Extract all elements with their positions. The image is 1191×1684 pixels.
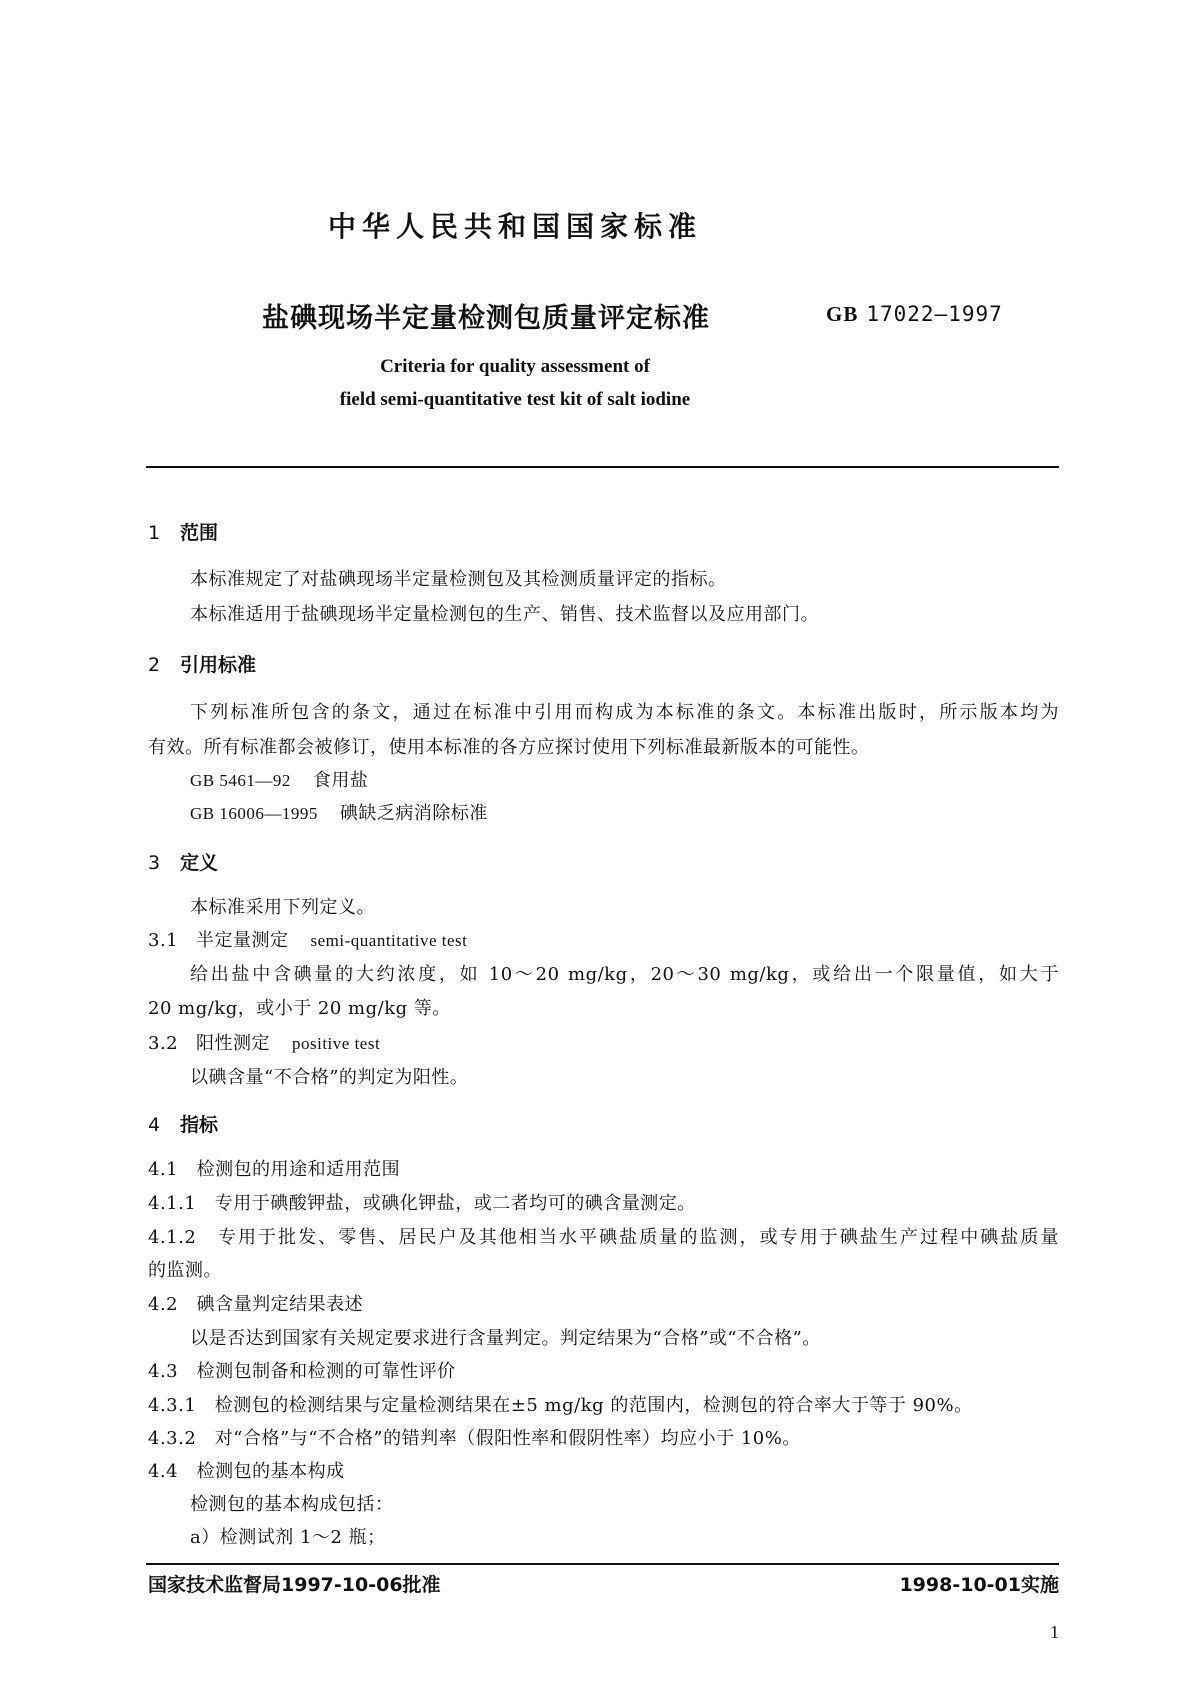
reference-name: 食用盐 — [312, 770, 369, 791]
clause-4-4-text: 检测包的基本构成包括： — [190, 1494, 394, 1515]
clause-4-4: 4.4 检测包的基本构成 — [148, 1461, 345, 1482]
gb-prefix: GB — [826, 302, 859, 326]
header-rule — [146, 466, 1059, 468]
section-3-heading — [148, 848, 218, 875]
reference-code: GB 5461—92 — [190, 771, 291, 790]
effective-date: 1998-10-01实施 — [899, 1574, 1059, 1596]
page-number: 1 — [1050, 1622, 1059, 1642]
reference-code: GB 16006—1995 — [190, 804, 318, 823]
s3-intro: 本标准采用下列定义。 — [190, 897, 375, 918]
definition-term-cn: 阳性测定 — [196, 1033, 270, 1054]
definition-3-1-text-line-1: 给出盐中含碘量的大约浓度，如 10～20 mg/kg，20～30 mg/kg，或给出一个限量值，如大于 — [190, 964, 1059, 985]
list-item-a: a）检测试剂 1～2 瓶； — [190, 1527, 386, 1548]
section-label: 定义 — [180, 852, 219, 874]
section-1-heading — [148, 518, 218, 545]
section-number: 3 — [148, 852, 161, 874]
section-number: 1 — [148, 522, 161, 544]
national-standard-heading: 中华人民共和国国家标准 — [327, 210, 702, 243]
approval-date: 国家技术监督局1997-10-06批准 — [148, 1574, 441, 1596]
clause-4-2: 4.2 碘含量判定结果表述 — [148, 1294, 364, 1315]
clause-4-3-2: 4.3.2 对“合格”与“不合格”的错判率（假阳性率和假阴性率）均应小于 10%。 — [148, 1428, 801, 1449]
s1-paragraph-1: 本标准规定了对盐碘现场半定量检测包及其检测质量评定的指标。 — [190, 569, 727, 590]
clause-4-1-2-line-2: 的监测。 — [148, 1260, 222, 1281]
clause-4-1-1: 4.1.1 专用于碘酸钾盐，或碘化钾盐，或二者均可的碘含量测定。 — [148, 1193, 696, 1214]
s2-paragraph-line-1: 下列标准所包含的条文，通过在标准中引用而构成为本标准的条文。本标准出版时，所示版本均为 — [190, 702, 1059, 723]
clause-4-3: 4.3 检测包制备和检测的可靠性评价 — [148, 1361, 456, 1382]
standard-number — [826, 302, 1003, 327]
clause-4-3-1: 4.3.1 检测包的检测结果与定量检测结果在±5 mg/kg 的范围内，检测包的符合率大于等于 90%。 — [148, 1395, 973, 1416]
gb-number: 17022—1997 — [866, 302, 1003, 326]
clause-4-2-text: 以是否达到国家有关规定要求进行含量判定。判定结果为“合格”或“不合格”。 — [190, 1328, 821, 1349]
definition-3-1-text-line-2: 20 mg/kg，或小于 20 mg/kg 等。 — [148, 998, 451, 1019]
section-number: 4 — [148, 1114, 161, 1136]
definition-term-en: semi-quantitative test — [310, 931, 468, 950]
section-2-heading — [148, 650, 256, 677]
standard-title-en-line-1: Criteria for quality assessment of — [380, 356, 650, 377]
section-label: 引用标准 — [180, 654, 257, 676]
reference-name: 碘缺乏病消除标准 — [339, 803, 488, 824]
section-4-heading — [148, 1110, 218, 1137]
definition-term-en: positive test — [292, 1034, 381, 1053]
section-label: 范围 — [180, 522, 219, 544]
definition-3-2-text: 以碘含量“不合格”的判定为阳性。 — [190, 1067, 469, 1088]
clause-number: 3.2 — [148, 1033, 179, 1054]
s2-paragraph-line-2: 有效。所有标准都会被修订，使用本标准的各方应探讨使用下列标准最新版本的可能性。 — [148, 737, 870, 758]
clause-4-1: 4.1 检测包的用途和适用范围 — [148, 1159, 401, 1180]
footer-rule — [146, 1563, 1059, 1565]
clause-number: 3.1 — [148, 930, 179, 951]
section-label: 指标 — [180, 1114, 219, 1136]
definition-3-1-heading — [148, 926, 467, 952]
definition-3-2-heading — [148, 1029, 380, 1055]
section-number: 2 — [148, 654, 161, 676]
standard-title-en-line-2: field semi-quantitative test kit of salt iodine — [339, 389, 691, 410]
definition-term-cn: 半定量测定 — [196, 930, 289, 951]
standard-title-cn: 盐碘现场半定量检测包质量评定标准 — [262, 303, 710, 334]
reference-item — [190, 766, 368, 792]
s1-paragraph-2: 本标准适用于盐碘现场半定量检测包的生产、销售、技术监督以及应用部门。 — [190, 604, 819, 625]
reference-item — [190, 799, 488, 825]
clause-4-1-2-line-1: 4.1.2 专用于批发、零售、居民户及其他相当水平碘盐质量的监测，或专用于碘盐生产过程中碘盐质量 — [148, 1227, 1059, 1248]
